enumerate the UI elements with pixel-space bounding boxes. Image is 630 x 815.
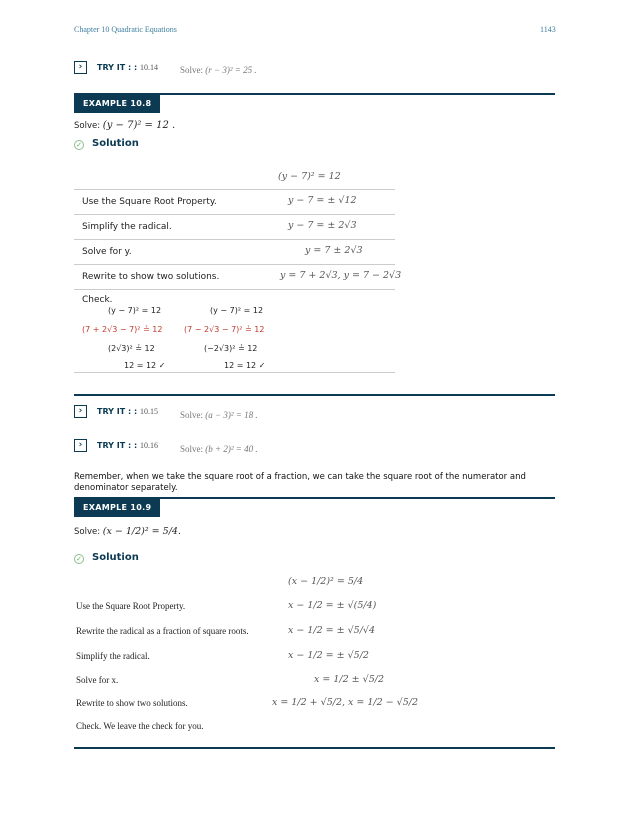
step-math: x = 1/2 + √5/2, x = 1/2 − √5/2 bbox=[272, 697, 419, 708]
check-left-line: (2√3)² ≟ 12 bbox=[108, 344, 155, 353]
try-it-problem: Solve: (b + 2)² = 40 . bbox=[180, 444, 258, 454]
chevron-right-icon[interactable]: › bbox=[74, 439, 87, 452]
example-bottom-rule bbox=[74, 747, 555, 749]
check-left-line: (y − 7)² = 12 bbox=[108, 306, 162, 315]
row-divider bbox=[74, 239, 395, 240]
check-circle-icon: ✓ bbox=[74, 140, 84, 150]
try-it-number: 10.14 bbox=[139, 63, 158, 72]
row-divider bbox=[74, 264, 395, 265]
try-it-problem: Solve: (r − 3)² = 25 . bbox=[180, 65, 257, 75]
step-math: x = 1/2 ± √5/2 bbox=[314, 674, 384, 685]
check-circle-icon: ✓ bbox=[74, 554, 84, 564]
solution-title: Solution bbox=[92, 138, 139, 149]
step-math: x − 1/2 = ± √5/2 bbox=[288, 650, 369, 661]
try-it-number: 10.15 bbox=[139, 407, 158, 416]
chapter-header: Chapter 10 Quadratic Equations bbox=[74, 25, 177, 34]
try-it-label: TRY IT : : 10.14 bbox=[97, 63, 158, 72]
step-text: Check. We leave the check for you. bbox=[76, 721, 204, 731]
step-text: Solve for x. bbox=[76, 675, 119, 685]
example-label: EXAMPLE 10.8 bbox=[74, 95, 160, 113]
row-divider bbox=[74, 189, 395, 190]
check-label: Check. bbox=[82, 295, 113, 305]
step-math: y − 7 = ± 2√3 bbox=[288, 220, 357, 231]
example-problem: Solve: (x − 1/2)² = 5/4. bbox=[74, 526, 181, 537]
remember-paragraph: Remember, when we take the square root of a fraction, we can take the square root of the numerator and denominator separately. bbox=[74, 472, 526, 493]
chevron-right-icon[interactable]: › bbox=[74, 405, 87, 418]
step-text: Use the Square Root Property. bbox=[76, 601, 186, 611]
step-math: y − 7 = ± √12 bbox=[288, 195, 357, 206]
step-text: Simplify the radical. bbox=[82, 222, 172, 232]
step-text: Rewrite the radical as a fraction of square roots. bbox=[76, 626, 249, 636]
try-it-problem: Solve: (a − 3)² = 18 . bbox=[180, 410, 258, 420]
solution-equation: (y − 7)² = 12 bbox=[278, 171, 341, 182]
step-math: y = 7 ± 2√3 bbox=[305, 245, 363, 256]
check-right-line: (−2√3)² ≟ 12 bbox=[204, 344, 258, 353]
check-right-line: (7 − 2√3 − 7)² ≟ 12 bbox=[184, 325, 265, 334]
check-right-line: 12 = 12 ✓ bbox=[224, 361, 266, 370]
example-problem: Solve: (y − 7)² = 12 . bbox=[74, 120, 176, 131]
check-left-line: (7 + 2√3 − 7)² ≟ 12 bbox=[82, 325, 163, 334]
check-right-line: (y − 7)² = 12 bbox=[210, 306, 264, 315]
check-left-line: 12 = 12 ✓ bbox=[124, 361, 166, 370]
page-number: 1143 bbox=[540, 25, 556, 34]
row-divider bbox=[74, 289, 395, 290]
step-math: x − 1/2 = ± √5/√4 bbox=[288, 625, 376, 636]
example-label: EXAMPLE 10.9 bbox=[74, 499, 160, 517]
step-text: Simplify the radical. bbox=[76, 651, 150, 661]
try-it-label: TRY IT : : 10.15 bbox=[97, 407, 158, 416]
example-bottom-rule bbox=[74, 394, 555, 396]
solution-title: Solution bbox=[92, 552, 139, 563]
step-text: Use the Square Root Property. bbox=[82, 197, 217, 207]
row-divider bbox=[74, 372, 395, 373]
step-text: Rewrite to show two solutions. bbox=[82, 272, 220, 282]
step-math: y = 7 + 2√3, y = 7 − 2√3 bbox=[280, 270, 402, 281]
try-it-label: TRY IT : : 10.16 bbox=[97, 441, 158, 450]
row-divider bbox=[74, 214, 395, 215]
try-it-number: 10.16 bbox=[139, 441, 158, 450]
step-text: Solve for y. bbox=[82, 247, 132, 257]
step-text: Rewrite to show two solutions. bbox=[76, 698, 188, 708]
solution-equation: (x − 1/2)² = 5/4 bbox=[288, 576, 364, 587]
step-math: x − 1/2 = ± √(5/4) bbox=[288, 600, 377, 611]
chevron-right-icon[interactable]: › bbox=[74, 61, 87, 74]
